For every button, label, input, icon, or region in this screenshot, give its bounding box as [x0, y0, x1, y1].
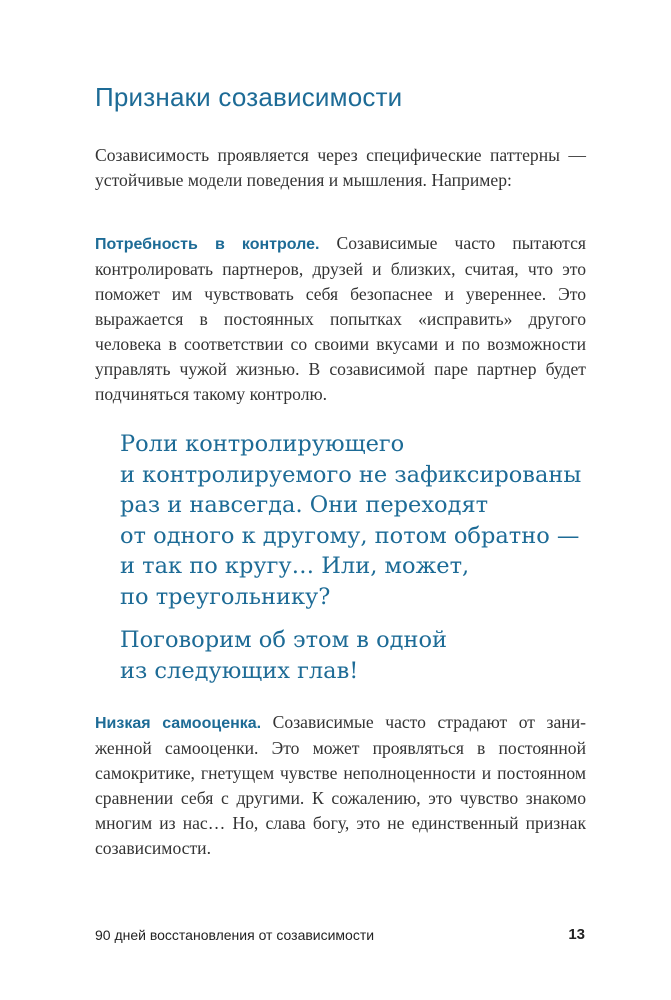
- running-footer-title: 90 дней восстановления от созависимости: [95, 927, 375, 943]
- paragraph-self-esteem: [95, 710, 586, 861]
- term-self-esteem: Низкая самооценка.: [95, 715, 262, 732]
- paragraph-control-text: Созависимые часто пытаются контролировать партнеров, друзей и близких, считая, что это поможет им чувствовать себя безопаснее и увереннее. Это выражается в постоянных попытках «исправить» другого человека в соответствии со своими вкусами и по возможности управлять чужой жизнью. В созависимой паре партнер будет подчиняться такому контролю.: [95, 233, 586, 404]
- page-number: 13: [568, 926, 585, 943]
- callout-quote: [120, 429, 600, 699]
- intro-paragraph: Созависимость проявляется через специфические паттерны — устойчивые модели поведения и мышления. Например:: [95, 145, 586, 190]
- paragraph-self-esteem-text: Созависимые часто страдают от заниженной самооценки. Это может проявляться в постоянной самокритике, гнетущем чувстве неполноценности и постоянном сравнении себя с другими. К сожалению, это чувство знакомо многим из нас… Но, слава богу, это не единственный признак созависимости.: [95, 712, 586, 858]
- callout-first: Роли контролирующего и контролируемого не зафиксированы раз и навсегда. Они переходят от одного к другому, потом обратно — и так по кругу… Или, может, по треугольнику?: [120, 431, 582, 610]
- paragraph-control: [95, 231, 586, 407]
- section-heading: Признаки созависимости: [95, 82, 403, 112]
- callout-second: Поговорим об этом в одной из следующих глав!: [120, 627, 448, 684]
- term-control: Потребность в контроле.: [95, 236, 320, 253]
